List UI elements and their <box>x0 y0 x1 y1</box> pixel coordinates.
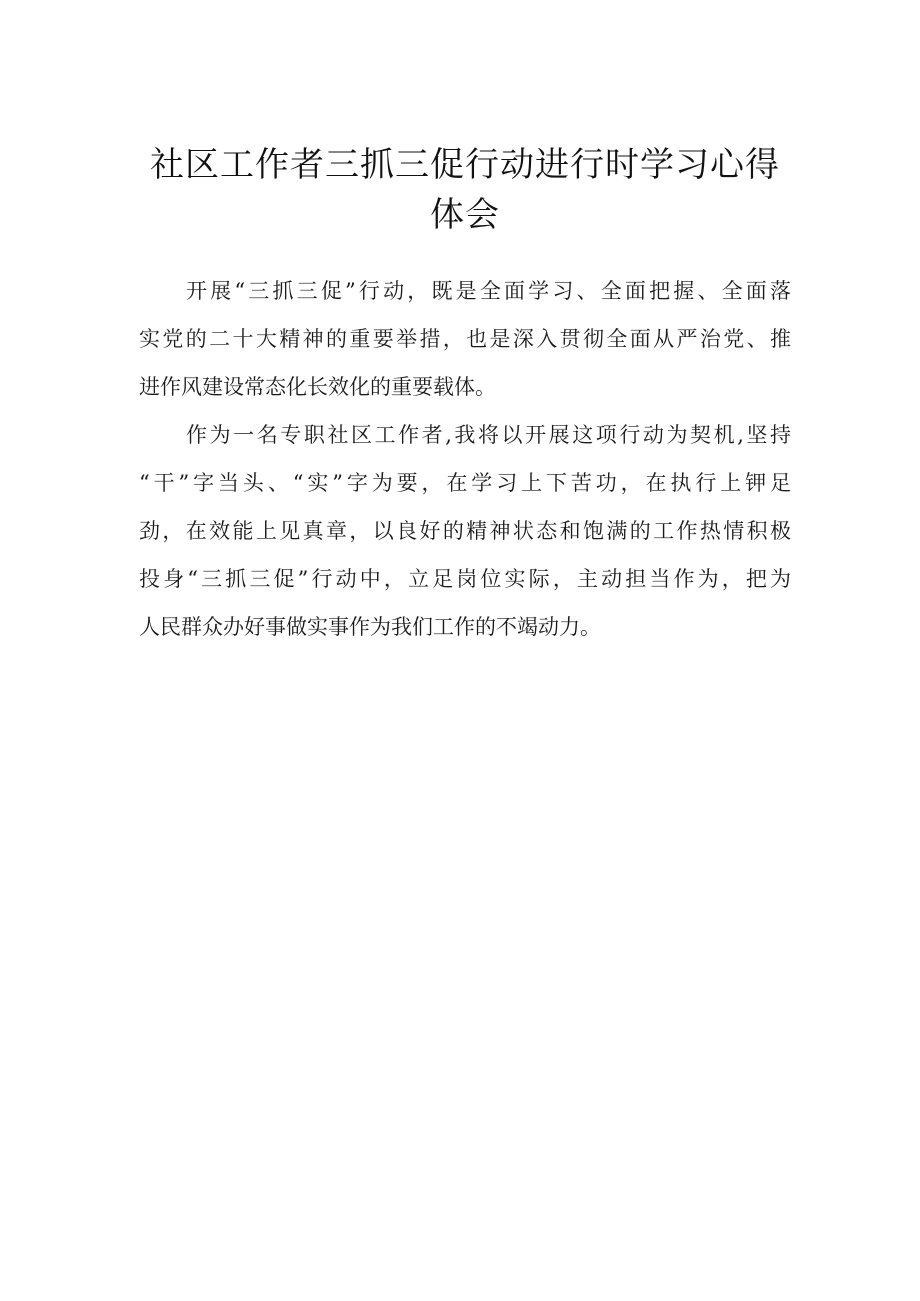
paragraph-1 <box>139 267 791 411</box>
paragraph-line: “干”字当头、“实”字为要，在学习上下苦功，在执行上钾足 <box>139 471 791 495</box>
paragraph-line: 作为一名专职社区工作者,我将以开展这项行动为契机,坚持 <box>186 423 791 447</box>
paragraph-line: 人民群众办好事做实事作为我们工作的不竭动力。 <box>139 615 601 639</box>
paragraph-line: 开展“三抓三促”行动，既是全面学习、全面把握、全面落 <box>186 279 791 303</box>
paragraph-line: 进作风建设常态化长效化的重要载体。 <box>139 375 496 399</box>
document-body <box>139 267 791 651</box>
title-line-2: 体会 <box>430 195 500 235</box>
title-line-1: 社区工作者三抓三促行动进行时学习心得 <box>150 145 780 185</box>
document-title <box>140 140 790 240</box>
paragraph-line: 实党的二十大精神的重要举措，也是深入贯彻全面从严治党、推 <box>139 327 791 351</box>
paragraph-2 <box>139 411 791 651</box>
paragraph-line: 劲，在效能上见真章，以良好的精神状态和饱满的工作热情积极 <box>139 519 791 543</box>
paragraph-line: 投身“三抓三促”行动中，立足岗位实际，主动担当作为，把为 <box>139 567 791 591</box>
